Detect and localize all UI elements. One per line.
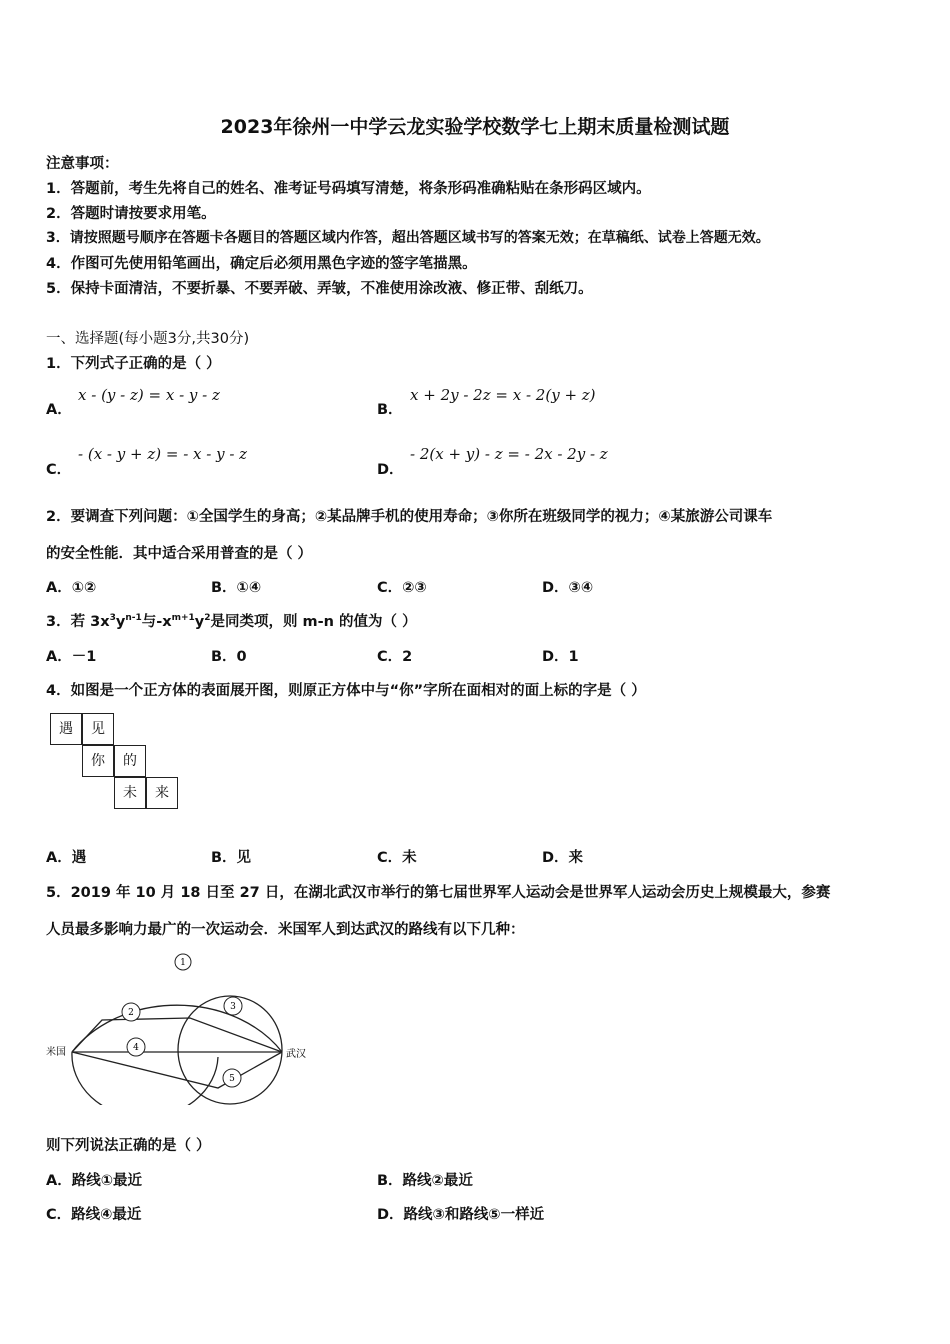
route-1-arc [72, 1005, 282, 1052]
notice-item: 5．保持卡面清洁，不要折暴、不要弄破、弄皱，不准使用涂改液、修正带、刮纸刀。 [46, 281, 593, 297]
q3-option-d: D．1 [542, 649, 579, 665]
route-label-1-text: 1 [180, 958, 186, 968]
q3-stem: 3．若 $3x^3y^{n-1}$与$-x^{m+1}y^2$是同类项，则 m-n 的值为（ ） [46, 613, 417, 630]
q2-option-d: D．③④ [542, 580, 594, 596]
q5-option-a: A．路线①最近 [46, 1173, 142, 1189]
q4-option-d: D．来 [542, 850, 584, 866]
q1-stem: 1．下列式子正确的是（ ） [46, 356, 221, 372]
q1-option-a-expr: x - (y - z) = x - y - z [78, 386, 220, 404]
q5-option-d: D．路线③和路线⑤一样近 [377, 1207, 545, 1223]
route-diagram [40, 945, 330, 1105]
net-cell: 未 [114, 777, 146, 809]
net-cell: 遇 [50, 713, 82, 745]
route-5-line [72, 1052, 282, 1088]
route-label-2-text: 2 [128, 1008, 134, 1018]
page-title: 2023年徐州一中学云龙实验学校数学七上期末质量检测试题 [220, 116, 730, 138]
q5-question: 则下列说法正确的是（ ） [46, 1138, 211, 1154]
notice-item: 1．答题前，考生先将自己的姓名、准考证号码填写清楚，将条形码准确粘贴在条形码区域内。 [46, 181, 651, 197]
q1-option-d-expr: - 2(x + y) - z = - 2x - 2y - z [410, 445, 608, 463]
q1-option-c-expr: - (x - y + z) = - x - y - z [78, 445, 248, 463]
q1-option-d-label: D． [377, 462, 404, 478]
route-2-line [72, 1018, 282, 1052]
lower-arc [72, 1052, 218, 1105]
route-label-3-text: 3 [230, 1002, 236, 1012]
q3-option-a: A．－1 [46, 649, 97, 665]
q3-option-c: C．2 [377, 649, 413, 665]
q5-option-b: B．路线②最近 [377, 1173, 473, 1189]
label-origin: 米国 [46, 1047, 66, 1058]
notice-item: 4．作图可先使用铅笔画出，确定后必须用黑色字迹的签字笔描黑。 [46, 256, 477, 272]
section-heading: 一、选择题(每小题3分,共30分) [46, 331, 250, 347]
net-cell: 你 [82, 745, 114, 777]
q4-option-b: B．见 [211, 850, 252, 866]
q4-stem: 4．如图是一个正方体的表面展开图，则原正方体中与“你”字所在面相对的面上标的字是（ ） [46, 683, 646, 699]
q5-stem-line1: 5．2019 年 10 月 18 日至 27 日，在湖北武汉市举行的第七届世界军人运动会是世界军人运动会历史上规模最大，参赛 [46, 885, 831, 901]
q3-option-b: B．0 [211, 649, 247, 665]
q5-stem-line2: 人员最多影响力最广的一次运动会．米国军人到达武汉的路线有以下几种： [46, 922, 525, 938]
q1-option-b-expr: x + 2y - 2z = x - 2(y + z) [410, 386, 596, 404]
q2-option-a: A．①② [46, 580, 97, 596]
route-label-5-text: 5 [229, 1074, 235, 1084]
q2-stem-line1: 2．要调查下列问题：①全国学生的身高；②某品牌手机的使用寿命；③你所在班级同学的视力；④某旅游公司课车 [46, 509, 773, 525]
q2-option-c: C．②③ [377, 580, 427, 596]
q1-option-c-label: C． [46, 462, 72, 478]
q4-option-a: A．遇 [46, 850, 87, 866]
q4-option-c: C．未 [377, 850, 417, 866]
net-cell: 的 [114, 745, 146, 777]
route-label-4-text: 4 [133, 1043, 139, 1053]
notice-heading: 注意事项： [46, 156, 119, 172]
q5-option-c: C．路线④最近 [46, 1207, 142, 1223]
label-destination: 武汉 [286, 1049, 306, 1060]
net-cell: 来 [146, 777, 178, 809]
net-cell: 见 [82, 713, 114, 745]
cube-net [50, 713, 182, 813]
q2-stem-line2: 的安全性能．其中适合采用普查的是（ ） [46, 546, 313, 562]
notice-item: 3．请按照题号顺序在答题卡各题目的答题区域内作答，超出答题区域书写的答案无效；在草稿纸、试卷上答题无效。 [46, 230, 770, 246]
notice-item: 2．答题时请按要求用笔。 [46, 206, 216, 222]
q1-option-a-label: A． [46, 402, 72, 418]
q1-option-b-label: B． [377, 402, 403, 418]
q2-option-b: B．①④ [211, 580, 262, 596]
